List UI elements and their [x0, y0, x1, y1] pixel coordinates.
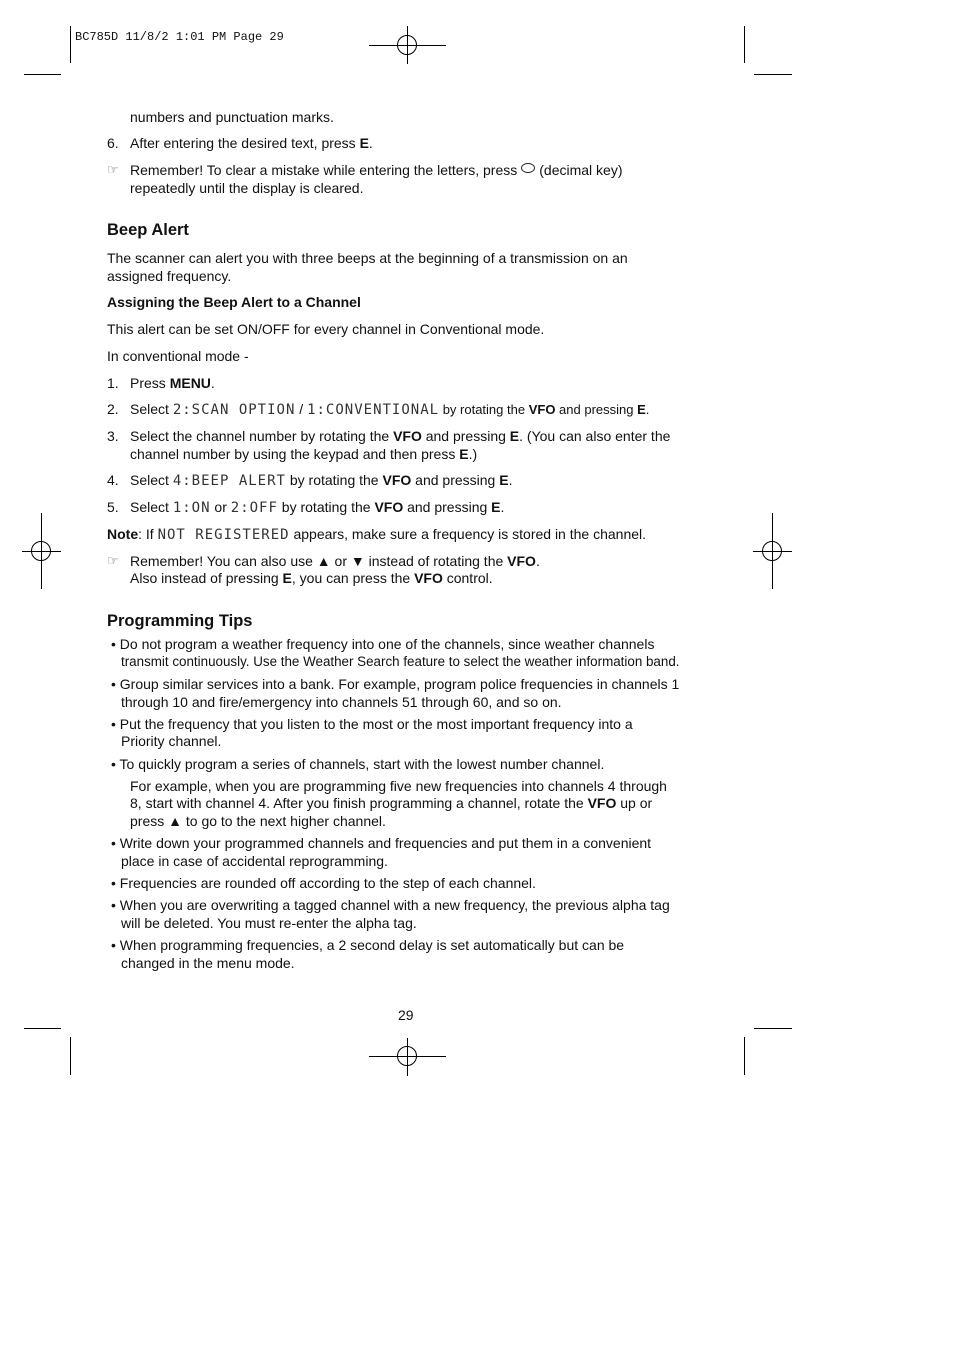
tip-bullet: • When programming frequencies, a 2 second delay is set automatically but can be: [111, 937, 625, 953]
beep-paragraph: This alert can be set ON/OFF for every channel in Conventional mode.: [107, 321, 545, 337]
remember-note-line1: [130, 161, 623, 179]
registration-line: [772, 513, 773, 589]
tip-bullet: • When you are overwriting a tagged channel with a new frequency, the previous alpha tag: [111, 897, 670, 913]
tip-bullet: • Write down your programmed channels and frequencies and put them in a convenient: [111, 835, 652, 851]
crop-mark: [24, 1028, 61, 1029]
lcd-display-text: 4:BEEP ALERT: [172, 473, 286, 489]
step-3-text-line2: [130, 445, 477, 463]
step-text: by rotating the: [285, 472, 383, 488]
step-5-text: [130, 498, 504, 517]
note-text: Also instead of pressing: [130, 570, 283, 586]
tip-bullet: • Do not program a weather frequency into one of the channels, since weather channels: [111, 636, 655, 652]
up-arrow-icon: ▲: [168, 813, 182, 829]
step-text: Select the channel number by rotating the: [130, 428, 394, 444]
section-heading-programming-tips: Programming Tips: [107, 612, 253, 630]
step-number: 5.: [107, 499, 119, 515]
lcd-display-text: 2:SCAN OPTION: [172, 402, 296, 418]
step-text: and pressing: [421, 428, 510, 444]
crop-mark: [70, 26, 71, 63]
registration-line: [407, 1038, 408, 1076]
step-2-text: [130, 400, 649, 419]
separator: /: [295, 401, 308, 417]
note-text: control.: [442, 570, 493, 586]
lcd-display-text: 1:CONVENTIONAL: [307, 402, 440, 418]
print-slug: BC785D 11/8/2 1:01 PM Page 29: [75, 30, 284, 44]
key-label: E: [637, 402, 646, 417]
registration-line: [41, 513, 42, 589]
page-number: 29: [398, 1007, 414, 1023]
lcd-display-text: NOT REGISTERED: [157, 527, 290, 543]
key-label: VFO: [528, 402, 556, 417]
crop-mark: [744, 1037, 745, 1075]
note-text: (decimal key): [539, 162, 623, 178]
tip-text: up or: [616, 795, 653, 811]
beep-mode-line: In conventional mode -: [107, 348, 249, 364]
decimal-key-icon: [521, 163, 535, 173]
step-number: 2.: [107, 401, 119, 417]
beep-intro-line1: The scanner can alert you with three beeps at the beginning of a transmission on an: [107, 250, 628, 266]
step-text: Press: [130, 375, 170, 391]
step-text: by rotating the: [439, 402, 529, 417]
crop-mark: [754, 1028, 792, 1029]
key-label: E: [459, 446, 469, 462]
tip-bullet-cont: changed in the menu mode.: [121, 955, 295, 971]
key-label: E: [359, 135, 369, 151]
note-text: , you can press the: [291, 570, 415, 586]
key-label: VFO: [374, 499, 404, 515]
step-number: 3.: [107, 428, 119, 444]
punct: .: [210, 375, 215, 391]
step-text: and pressing: [555, 402, 638, 417]
step-number: 6.: [107, 135, 119, 151]
registration-line: [407, 26, 408, 64]
step-1-text: [130, 374, 215, 392]
up-arrow-icon: ▲: [316, 553, 331, 569]
step-number: 4.: [107, 472, 119, 488]
key-label: E: [282, 570, 292, 586]
punct: .: [645, 402, 650, 417]
tip-example-line2: [130, 794, 652, 812]
step-text: Select: [130, 472, 173, 488]
punct: .: [368, 135, 373, 151]
step-text: After entering the desired text, press: [130, 135, 360, 151]
tip-bullet: • Group similar services into a bank. For example, program police frequencies in channels 1: [111, 676, 680, 692]
crop-mark: [24, 74, 61, 75]
tip-text: 8, start with channel 4. After you finish programming a channel, rotate the: [130, 795, 588, 811]
step-text: . (You can also enter the: [519, 428, 671, 444]
note-text: appears, make sure a frequency is stored in the channel.: [289, 526, 647, 542]
step-text: Select: [130, 401, 173, 417]
key-label: MENU: [169, 375, 211, 391]
tip-bullet-cont: will be deleted. You must re-enter the alpha tag.: [121, 915, 417, 931]
lcd-display-text: 2:OFF: [230, 500, 278, 516]
tip-bullet-cont: place in case of accidental reprogramming.: [121, 853, 388, 869]
note-text: : If: [138, 526, 158, 542]
tip-bullet: • Put the frequency that you listen to the most or the most important frequency into a: [111, 716, 633, 732]
step-6-text: [130, 134, 373, 152]
step-6: [107, 134, 119, 152]
step-text: and pressing: [403, 499, 492, 515]
note-text: Remember! You can also use: [130, 553, 317, 569]
note-label: Note: [107, 526, 139, 542]
down-arrow-icon: ▼: [350, 553, 365, 569]
key-label: VFO: [414, 570, 443, 586]
tip-bullet-cont: through 10 and fire/emergency into channels 51 through 60, and so on.: [121, 694, 562, 710]
lcd-display-text: 1:ON: [172, 500, 211, 516]
step-4-text: [130, 471, 512, 490]
paragraph-continuation: numbers and punctuation marks.: [130, 109, 334, 125]
step-number: 1.: [107, 375, 119, 391]
beep-note: [107, 525, 646, 544]
beep-intro-line2: assigned frequency.: [107, 268, 232, 284]
subheading-assigning-beep: Assigning the Beep Alert to a Channel: [107, 294, 361, 310]
step-3-text: [130, 427, 670, 445]
step-text: by rotating the: [277, 499, 375, 515]
tip-bullet-cont: Priority channel.: [121, 733, 222, 749]
note-text: instead of rotating the: [364, 553, 508, 569]
tip-example-line1: For example, when you are programming five new frequencies into channels 4 through: [130, 778, 667, 794]
section-heading-beep-alert: Beep Alert: [107, 221, 189, 239]
key-label: VFO: [393, 428, 422, 444]
crop-mark: [70, 1037, 71, 1075]
remember-tip-line1: [130, 552, 540, 570]
tip-text: press: [130, 813, 169, 829]
crop-mark: [744, 26, 745, 63]
step-text: and pressing: [411, 472, 500, 488]
tip-bullet: • To quickly program a series of channels, start with the lowest number channel.: [111, 756, 605, 772]
step-text: Select: [130, 499, 173, 515]
punct: .: [535, 553, 540, 569]
pointing-hand-icon: ☞: [107, 553, 119, 568]
key-label: VFO: [382, 472, 412, 488]
step-text: or: [210, 499, 231, 515]
pointing-hand-icon: ☞: [107, 162, 119, 177]
key-label: VFO: [507, 553, 536, 569]
remember-tip-line2: [130, 569, 493, 587]
punct: .: [508, 472, 513, 488]
crop-mark: [754, 74, 792, 75]
remember-note-line2: repeatedly until the display is cleared.: [130, 180, 364, 196]
key-label: E: [499, 472, 509, 488]
step-text: channel number by using the keypad and then press: [130, 446, 460, 462]
key-label: VFO: [587, 795, 617, 811]
tip-bullet-cont: transmit continuously. Use the Weather Search feature to select the weather information band.: [121, 654, 680, 669]
punct: .: [500, 499, 505, 515]
note-text: Remember! To clear a mistake while entering the letters, press: [130, 162, 518, 178]
tip-text: to go to the next higher channel.: [181, 813, 386, 829]
key-label: E: [509, 428, 520, 444]
punct: .): [468, 446, 478, 462]
key-label: E: [491, 499, 501, 515]
tip-example-line3: [130, 812, 386, 830]
tip-bullet: • Frequencies are rounded off according to the step of each channel.: [111, 875, 536, 891]
note-text: or: [330, 553, 351, 569]
